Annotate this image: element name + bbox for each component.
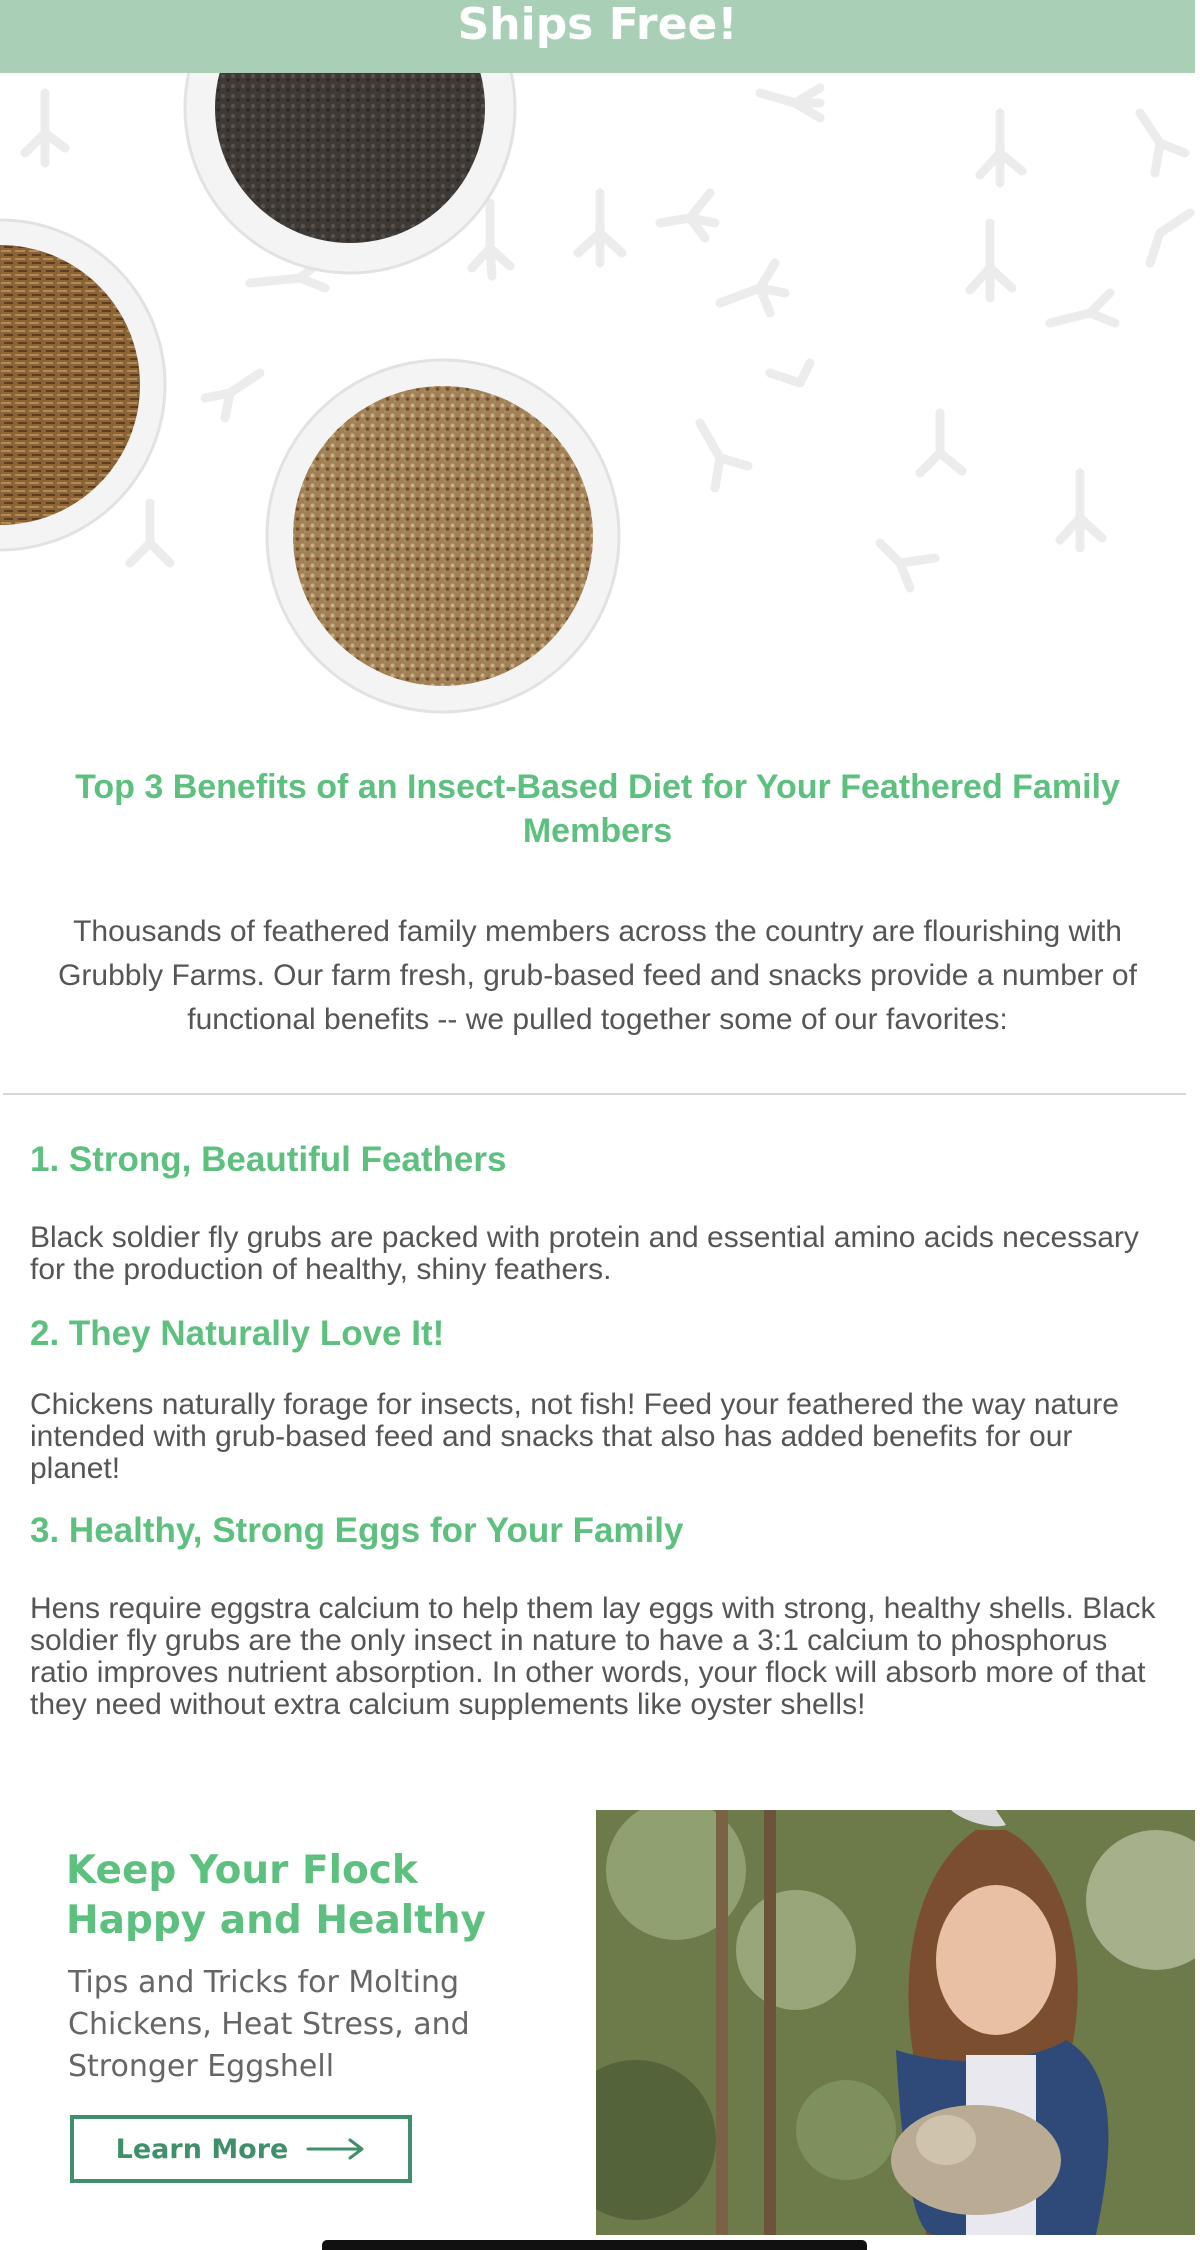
learn-more-label: Learn More — [115, 2133, 289, 2165]
arrow-right-icon — [306, 2137, 366, 2161]
article-headline: Top 3 Benefits of an Insect-Based Diet for Your Feathered Family Members — [75, 768, 1120, 850]
benefit-body-2: Chickens naturally forage for insects, not fish! Feed your feathered the way nature intended with grub-based feed and snacks that also has added benefits for our planet! — [30, 1388, 1119, 1485]
shipping-banner — [0, 0, 1195, 73]
learn-more-button[interactable] — [70, 2115, 412, 2183]
feed-bowls-illustration — [0, 73, 1195, 733]
girl-holding-chicken-photo[interactable] — [596, 1810, 1195, 2235]
article-intro: Thousands of feathered family members across the country are flourishing with Grubbly Farms. Our farm fresh, grub-based feed and snacks provide a number of functional benefits -- we pulled together some of our favorites: — [58, 915, 1137, 1036]
benefit-title-1: 1. Strong, Beautiful Feathers — [30, 1140, 507, 1179]
promo-title-line-1: Keep Your Flock — [66, 1848, 418, 1893]
benefit-title-2: 2. They Naturally Love It! — [30, 1314, 445, 1353]
promo-photo-illustration — [596, 1810, 1195, 2235]
promo-card[interactable] — [0, 1810, 1195, 2235]
benefit-body-3: Hens require eggstra calcium to help them lay eggs with strong, healthy shells. Black soldier fly grubs are the only insect in nature to have a 3:1 calcium to phosphorus ratio improves nutrient absorption. In other words, your flock will absorb more of that they need without extra calcium supplements like oyster shells! — [30, 1592, 1156, 1721]
benefit-title-3: 3. Healthy, Strong Eggs for Your Family — [30, 1511, 684, 1550]
benefit-body-1: Black soldier fly grubs are packed with protein and essential amino acids necessary for the production of healthy, shiny feathers. — [30, 1221, 1139, 1286]
promo-subtitle-line-3: Stronger Eggshell — [68, 2049, 335, 2084]
promo-title — [66, 1846, 586, 1946]
hero-image — [0, 73, 1195, 733]
section-divider — [3, 1093, 1186, 1095]
promo-subtitle-line-1: Tips and Tricks for Molting — [68, 1965, 460, 2000]
banner-text: Ships Free! — [457, 0, 738, 50]
home-indicator[interactable] — [322, 2240, 867, 2250]
promo-subtitle-line-2: Chickens, Heat Stress, and — [68, 2007, 470, 2042]
promo-title-line-2: Happy and Healthy — [66, 1898, 486, 1943]
promo-subtitle — [68, 1962, 588, 2088]
